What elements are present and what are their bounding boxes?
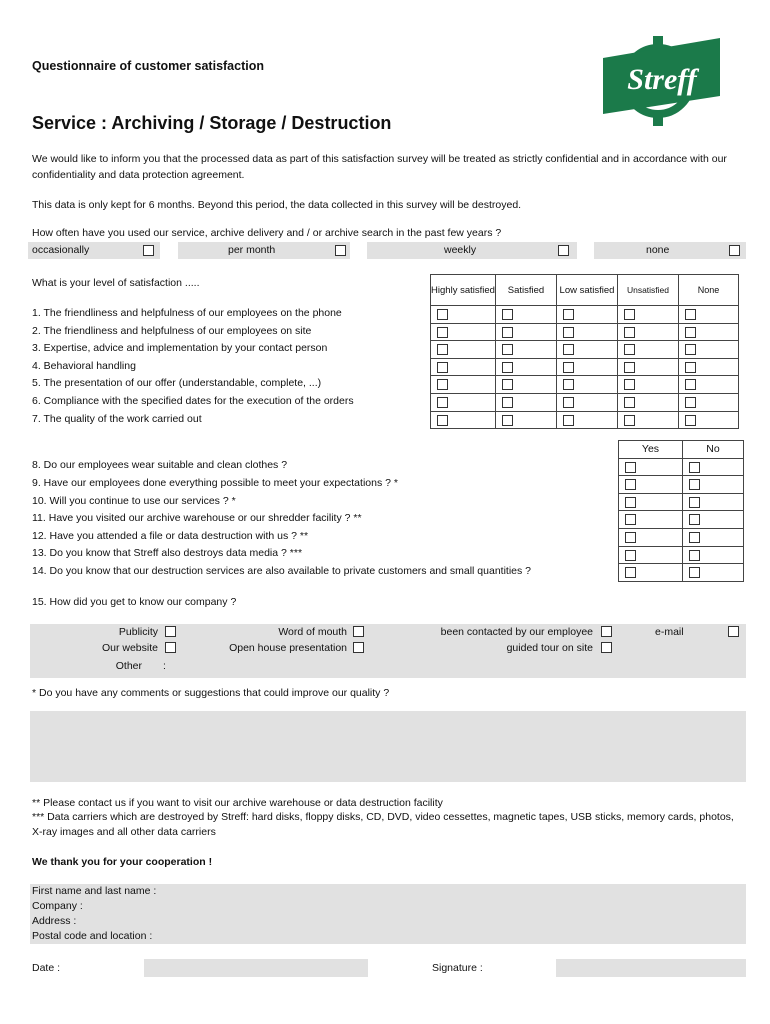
yes-no-item: 11. Have you visited our archive warehouse or our shredder facility ? **: [32, 512, 362, 524]
no-checkbox[interactable]: [689, 479, 700, 490]
frequency-checkbox-none[interactable]: [729, 245, 740, 256]
rating-checkbox[interactable]: [563, 362, 574, 373]
option-email-label: e-mail: [655, 626, 684, 638]
rating-checkbox[interactable]: [502, 397, 513, 408]
comments-question: * Do you have any comments or suggestions that could improve our quality ?: [32, 687, 390, 699]
option-word-of-mouth-label: Word of mouth: [278, 626, 347, 638]
rating-checkbox[interactable]: [502, 327, 513, 338]
rating-checkbox[interactable]: [437, 397, 448, 408]
frequency-checkbox-weekly[interactable]: [558, 245, 569, 256]
col-none: None: [679, 275, 739, 306]
yes-checkbox[interactable]: [625, 462, 636, 473]
no-checkbox[interactable]: [689, 514, 700, 525]
satisfaction-item: 7. The quality of the work carried out: [32, 413, 202, 425]
rating-checkbox[interactable]: [624, 379, 635, 390]
date-label: Date :: [32, 962, 61, 974]
checkbox-open-house[interactable]: [353, 642, 364, 653]
satisfaction-item: 1. The friendliness and helpfulness of our employees on the phone: [32, 307, 342, 319]
option-publicity-label: Publicity: [118, 626, 158, 638]
rating-checkbox[interactable]: [563, 309, 574, 320]
logo-text: Streff: [627, 63, 697, 96]
col-satisfied: Satisfied: [496, 275, 557, 306]
note-visit: ** Please contact us if you want to visit our archive warehouse or data destruction facility: [32, 797, 443, 809]
rating-checkbox[interactable]: [502, 379, 513, 390]
rating-checkbox[interactable]: [624, 327, 635, 338]
satisfaction-item: 6. Compliance with the specified dates for the execution of the orders: [32, 395, 354, 407]
retention-paragraph: This data is only kept for 6 months. Beyond this period, the data collected in this survey will be destroyed.: [32, 199, 522, 211]
frequency-checkbox-per-month[interactable]: [335, 245, 346, 256]
no-checkbox[interactable]: [689, 550, 700, 561]
rating-checkbox[interactable]: [685, 344, 696, 355]
option-website-label: Our website: [101, 642, 158, 654]
no-checkbox[interactable]: [689, 567, 700, 578]
rating-checkbox[interactable]: [502, 362, 513, 373]
col-highly-satisfied: Highly satisfied: [431, 275, 496, 306]
signature-label: Signature :: [432, 962, 483, 974]
yes-no-item: 12. Have you attended a file or data destruction with us ? **: [32, 530, 309, 542]
option-other-label: Other: [115, 660, 142, 672]
rating-checkbox[interactable]: [624, 309, 635, 320]
yes-no-item: 14. Do you know that our destruction services are also available to private customers and small quantities ?: [32, 565, 532, 577]
option-other-colon: :: [163, 660, 166, 672]
contact-name-label: First name and last name :: [32, 885, 157, 897]
rating-checkbox[interactable]: [437, 309, 448, 320]
rating-checkbox[interactable]: [502, 415, 513, 426]
thanks-text: We thank you for your cooperation !: [32, 856, 213, 868]
col-no: No: [683, 441, 744, 459]
frequency-label-weekly: weekly: [444, 244, 477, 256]
privacy-paragraph: We would like to inform you that the processed data as part of this satisfaction survey will be treated as strictly confidential and in accordance with our confidentiality and data protection agreement.: [32, 153, 727, 181]
col-low-satisfied: Low satisfied: [557, 275, 618, 306]
rating-checkbox[interactable]: [437, 379, 448, 390]
no-checkbox[interactable]: [689, 462, 700, 473]
rating-checkbox[interactable]: [502, 344, 513, 355]
rating-checkbox[interactable]: [685, 309, 696, 320]
checkbox-website[interactable]: [165, 642, 176, 653]
rating-checkbox[interactable]: [685, 397, 696, 408]
rating-checkbox[interactable]: [685, 415, 696, 426]
no-checkbox[interactable]: [689, 532, 700, 543]
streff-logo: [600, 34, 722, 128]
form-subtitle: Questionnaire of customer satisfaction: [32, 59, 264, 73]
note-data-carriers: *** Data carriers which are destroyed by Streff: hard disks, floppy disks, CD, DVD, video cessettes, magnetic tapes, USB sticks, memory cards, photos, X-ray images and all other data carriers: [32, 811, 734, 838]
satisfaction-table: [430, 274, 739, 429]
yes-checkbox[interactable]: [625, 532, 636, 543]
col-yes: Yes: [619, 441, 683, 459]
frequency-label-none: none: [646, 244, 670, 256]
yes-no-item: 8. Do our employees wear suitable and clean clothes ?: [32, 459, 288, 471]
rating-checkbox[interactable]: [685, 379, 696, 390]
rating-checkbox[interactable]: [624, 362, 635, 373]
yes-checkbox[interactable]: [625, 497, 636, 508]
rating-checkbox[interactable]: [563, 397, 574, 408]
date-field[interactable]: [144, 959, 368, 977]
rating-checkbox[interactable]: [437, 415, 448, 426]
yes-checkbox[interactable]: [625, 514, 636, 525]
yes-no-table: [618, 440, 744, 582]
satisfaction-item: 4. Behavioral handling: [32, 360, 136, 372]
contact-address-label: Address :: [32, 915, 77, 927]
form-title: Service : Archiving / Storage / Destruction: [32, 113, 392, 133]
satisfaction-item: 2. The friendliness and helpfulness of our employees on site: [32, 325, 312, 337]
comments-textarea[interactable]: [30, 711, 746, 782]
yes-no-item: 9. Have our employees done everything possible to meet your expectations ? *: [32, 477, 398, 489]
frequency-label-per-month: per month: [228, 244, 276, 256]
option-guided-tour-label: guided tour on site: [506, 642, 593, 654]
rating-checkbox[interactable]: [437, 327, 448, 338]
option-contacted-label: been contacted by our employee: [440, 626, 593, 638]
frequency-question: How often have you used our service, archive delivery and / or archive search in the past few years ?: [32, 227, 502, 239]
checkbox-contacted[interactable]: [601, 626, 612, 637]
discovery-question: 15. How did you get to know our company ?: [32, 596, 237, 608]
yes-checkbox[interactable]: [625, 479, 636, 490]
contact-postal-label: Postal code and location :: [32, 930, 153, 942]
rating-checkbox[interactable]: [437, 362, 448, 373]
yes-checkbox[interactable]: [625, 550, 636, 561]
rating-checkbox[interactable]: [563, 327, 574, 338]
rating-checkbox[interactable]: [563, 344, 574, 355]
checkbox-publicity[interactable]: [165, 626, 176, 637]
contact-company-label: Company :: [32, 900, 83, 912]
checkbox-word-of-mouth[interactable]: [353, 626, 364, 637]
satisfaction-question: What is your level of satisfaction .....: [32, 277, 200, 289]
frequency-label-occasionally: occasionally: [32, 244, 90, 256]
rating-checkbox[interactable]: [502, 309, 513, 320]
yes-no-item: 10. Will you continue to use our services ? *: [32, 495, 236, 507]
rating-checkbox[interactable]: [685, 327, 696, 338]
checkbox-email[interactable]: [728, 626, 739, 637]
rating-checkbox[interactable]: [437, 344, 448, 355]
frequency-checkbox-occasionally[interactable]: [143, 245, 154, 256]
rating-checkbox[interactable]: [685, 362, 696, 373]
no-checkbox[interactable]: [689, 497, 700, 508]
option-open-house-label: Open house presentation: [229, 642, 347, 654]
rating-checkbox[interactable]: [624, 415, 635, 426]
yes-checkbox[interactable]: [625, 567, 636, 578]
satisfaction-item: 3. Expertise, advice and implementation by your contact person: [32, 342, 328, 354]
rating-checkbox[interactable]: [624, 344, 635, 355]
rating-checkbox[interactable]: [563, 415, 574, 426]
yes-no-item: 13. Do you know that Streff also destroys data media ? ***: [32, 547, 303, 559]
checkbox-guided-tour[interactable]: [601, 642, 612, 653]
col-unsatisfied: Unsatisfied: [618, 275, 679, 306]
rating-checkbox[interactable]: [624, 397, 635, 408]
signature-field[interactable]: [556, 959, 746, 977]
rating-checkbox[interactable]: [563, 379, 574, 390]
frequency-option-none: [594, 242, 746, 259]
satisfaction-item: 5. The presentation of our offer (understandable, complete, ...): [32, 377, 322, 389]
